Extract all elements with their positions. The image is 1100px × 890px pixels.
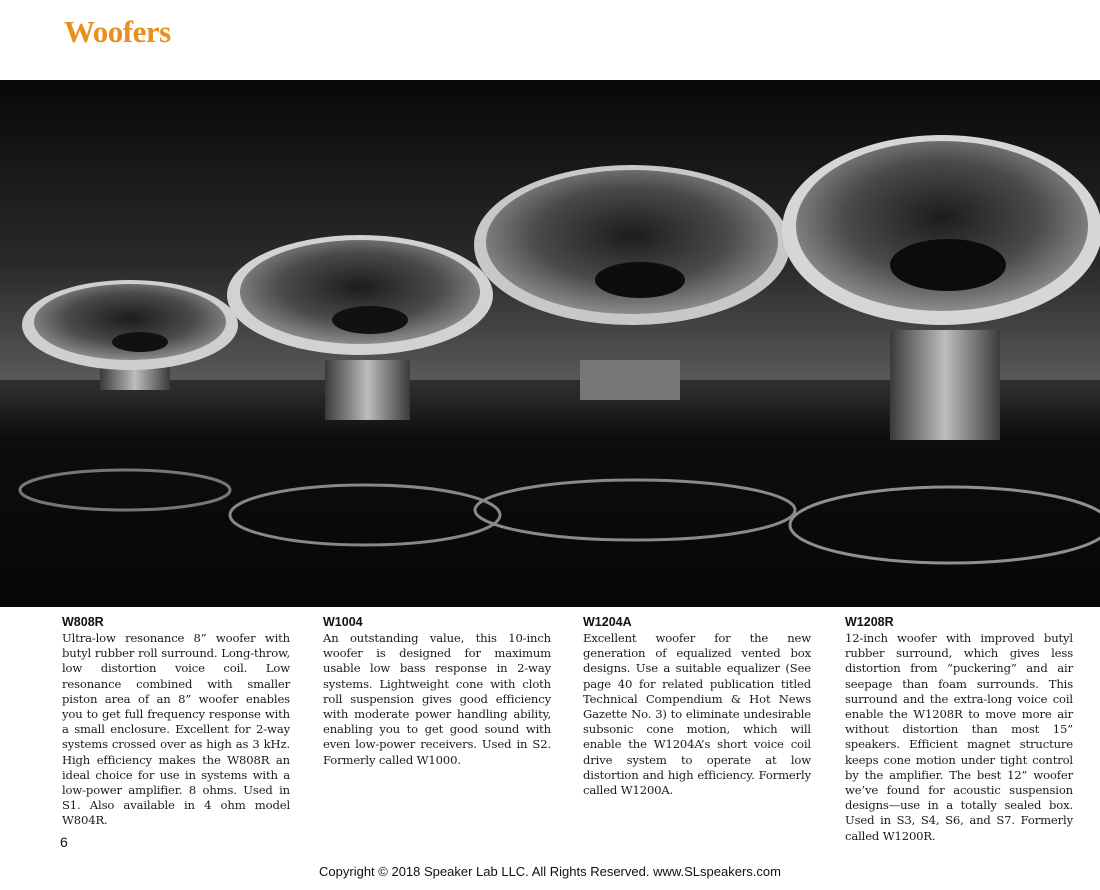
product-w808r	[62, 615, 290, 829]
product-w1208r	[845, 615, 1073, 844]
model-description: Ultra-low resonance 8” woofer with butyl rubber roll surround. Long-throw, low distortion voice coil. Low resonance combined with smaller piston area of an 8” woofer enables you to get full frequency response with a small enclosure. Excellent for 2-way systems crossed over as high as 3 kHz. High efficiency makes the W808R an ideal choice for use in systems with a low-power amplifier. 8 ohms. Used in S1. Also available in 4 ohm model W804R.	[62, 631, 290, 828]
product-w1204a	[583, 615, 811, 798]
product-w1004	[323, 615, 551, 768]
copyright-footer: Copyright © 2018 Speaker Lab LLC. All Rights Reserved. www.SLspeakers.com	[319, 864, 781, 879]
page-number: 6	[60, 834, 68, 850]
woofers-illustration	[0, 80, 1100, 607]
model-name: W1004	[323, 615, 363, 629]
model-description: An outstanding value, this 10-inch woofer is designed for maximum usable low bass response in 2-way systems. Lightweight cone with cloth roll suspension gives good efficiency with moderate power handling ability, enabling you to get good sound with even low-power receivers. Used in S2. Formerly called W1000.	[323, 631, 551, 767]
model-name: W1204A	[583, 615, 632, 629]
model-description: Excellent woofer for the new generation of equalized vented box designs. Use a suitable equalizer (See page 40 for related publication titled Technical Compendium & Hot News Gazette No. 3) to eliminate undesirable subsonic cone motion, which will enable the W1204A’s short voice coil drive system to operate at low distortion and high efficiency. Formerly called W1200A.	[583, 631, 811, 798]
model-description: 12-inch woofer with improved butyl rubber surround, which gives less distortion from “puckering” and air seepage than foam surrounds. This surround and the extra-long voice coil enable the W1208R to move more air without distortion than most 15” speakers. Efficient magnet structure keeps cone motion under tight control by the amplifier. The best 12” woofer we’ve found for acoustic suspension designs—use in a totally sealed box. Used in S3, S4, S6, and S7. Formerly called W1200R.	[845, 631, 1073, 843]
model-name: W1208R	[845, 615, 894, 629]
model-name: W808R	[62, 615, 104, 629]
page-title: Woofers	[64, 14, 171, 49]
woofers-photo	[0, 80, 1100, 607]
